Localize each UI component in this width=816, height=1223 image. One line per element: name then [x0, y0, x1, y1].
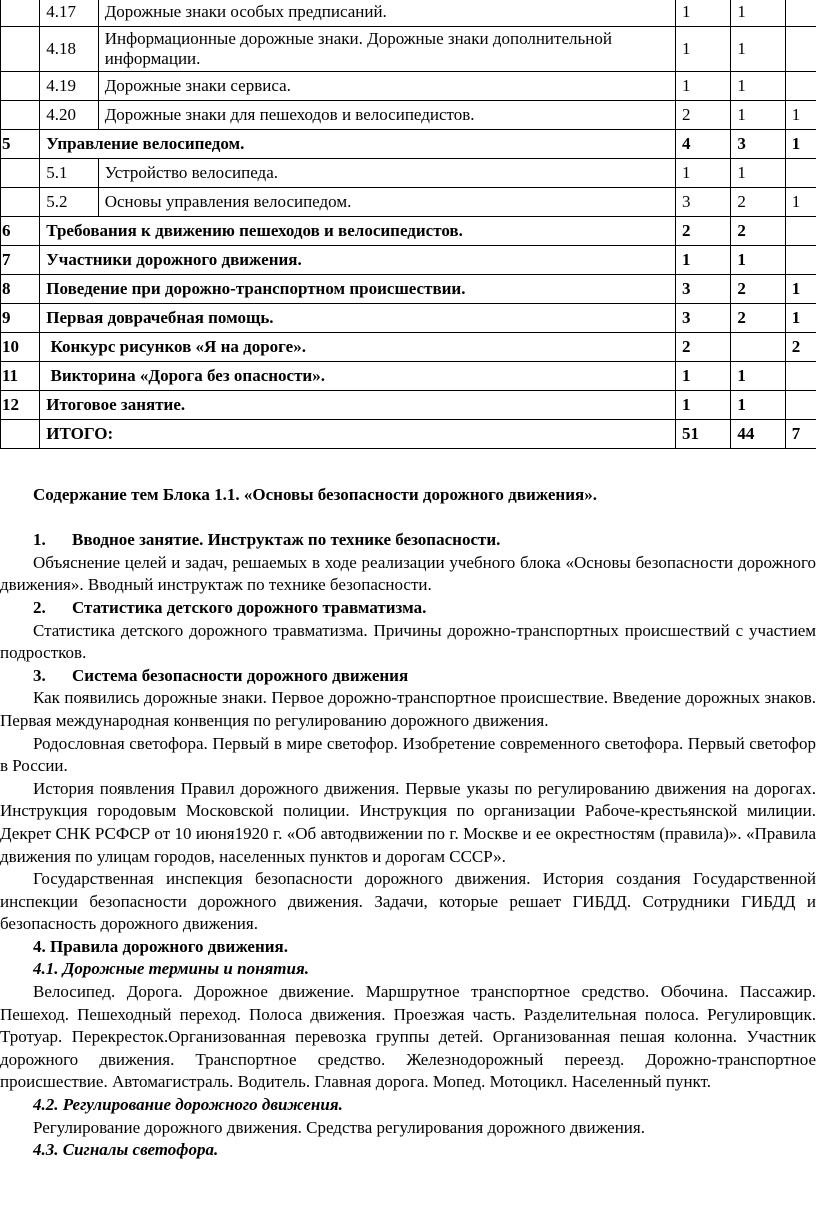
section-number-cell: 10 [1, 333, 40, 362]
paragraph: Как появились дорожные знаки. Первое дорожно-транспортное происшествие. Введение дорожных знаков. Первая международная конвенция по регулированию дорожного движения. [0, 688, 816, 730]
subsection-number-cell: 4.17 [40, 0, 98, 27]
section-heading-1 [0, 529, 816, 552]
theory-hours-cell: 1 [731, 27, 785, 72]
theory-hours-cell: 1 [731, 101, 785, 130]
section-title: Вводное занятие. Инструктаж по технике безопасности. [72, 530, 501, 550]
total-hours-cell: 4 [675, 130, 730, 159]
topic-title-cell: Требования к движению пешеходов и велосипедистов. [40, 217, 676, 246]
total-hours-cell: 1 [675, 391, 730, 420]
paragraph: История появления Правил дорожного движения. Первые указы по регулированию движения на дорогах. Инструкция городовым Московской полиции. Инструкция по организации Рабоче-крестьянской милиции. Декрет СНК РСФСР от 10 июня1920 г. «Об автодвижении по г. Москве и ее окрестностям (правила)». «Правила движения по улицам городов, населенных пунктов и дорогам СССР». [0, 778, 816, 866]
section-heading-3 [0, 665, 816, 688]
topic-title-cell: Дорожные знаки для пешеходов и велосипедистов. [98, 101, 675, 130]
subsection-number-cell: 4.19 [40, 72, 98, 101]
total-hours-cell: 1 [675, 72, 730, 101]
practice-hours-cell [785, 246, 816, 275]
total-hours-cell: 1 [675, 27, 730, 72]
table-row [1, 362, 816, 391]
subsection-number-cell: 5.1 [40, 159, 98, 188]
total-hours-cell: 1 [675, 159, 730, 188]
table-row [1, 101, 816, 130]
total-hours-cell: 3 [675, 275, 730, 304]
total-hours-cell: 1 [675, 362, 730, 391]
practice-hours-cell: 1 [785, 304, 816, 333]
total-hours-cell: 2 [675, 217, 730, 246]
total-hours-cell: 2 [675, 101, 730, 130]
theory-hours-cell: 44 [731, 420, 785, 449]
total-hours-cell: 3 [675, 304, 730, 333]
table-row [1, 188, 816, 217]
section-number-cell: 9 [1, 304, 40, 333]
theory-hours-cell: 2 [731, 188, 785, 217]
paragraph: Статистика детского дорожного травматизма. Причины дорожно-транспортных происшествий с участием подростков. [0, 620, 816, 663]
practice-hours-cell: 1 [785, 188, 816, 217]
spacer [0, 507, 816, 530]
table-row [1, 275, 816, 304]
topic-title-cell: Викторина «Дорога без опасности». [40, 362, 676, 391]
total-hours-cell: 1 [675, 0, 730, 27]
practice-hours-cell: 1 [785, 101, 816, 130]
section-title: Статистика детского дорожного травматизма. [72, 597, 427, 617]
theory-hours-cell: 1 [731, 362, 785, 391]
total-hours-cell: 1 [675, 246, 730, 275]
practice-hours-cell: 2 [785, 333, 816, 362]
practice-hours-cell [785, 391, 816, 420]
theory-hours-cell: 2 [731, 217, 785, 246]
section-number-cell [1, 27, 40, 72]
section-number: 2. [33, 597, 46, 617]
theory-hours-cell: 1 [731, 246, 785, 275]
total-row [1, 420, 816, 449]
section-number-cell: 11 [1, 362, 40, 391]
total-hours-cell: 3 [675, 188, 730, 217]
practice-hours-cell: 1 [785, 130, 816, 159]
topics-content [0, 484, 816, 1162]
subsection-heading: 4.3. Сигналы светофора. [33, 1140, 219, 1160]
section-title: Система безопасности дорожного движения [72, 665, 409, 685]
practice-hours-cell [785, 159, 816, 188]
practice-hours-cell: 7 [785, 420, 816, 449]
section-number: 3. [33, 665, 46, 685]
table-row [1, 0, 816, 27]
practice-hours-cell: 1 [785, 275, 816, 304]
section-number-cell [1, 72, 40, 101]
table-row [1, 217, 816, 246]
section-number-cell [1, 0, 40, 27]
section-number-cell [1, 420, 40, 449]
section-number-cell [1, 188, 40, 217]
section-number-cell: 5 [1, 130, 40, 159]
table-row [1, 333, 816, 362]
theory-hours-cell: 3 [731, 130, 785, 159]
section-number-cell: 6 [1, 217, 40, 246]
topic-title-cell: Устройство велосипеда. [98, 159, 675, 188]
subsection-number-cell: 4.18 [40, 27, 98, 72]
theory-hours-cell: 2 [731, 304, 785, 333]
subsection-heading: 4.1. Дорожные термины и понятия. [33, 959, 309, 979]
content-heading: Содержание тем Блока 1.1. «Основы безопасности дорожного движения». [33, 485, 597, 504]
topic-title-cell: Основы управления велосипедом. [98, 188, 675, 217]
theory-hours-cell: 1 [731, 72, 785, 101]
topic-title-cell: Дорожные знаки особых предписаний. [98, 0, 675, 27]
subsection-heading: 4.2. Регулирование дорожного движения. [33, 1095, 343, 1115]
table-row [1, 72, 816, 101]
theory-hours-cell: 1 [731, 391, 785, 420]
table-row [1, 391, 816, 420]
section-number-cell [1, 101, 40, 130]
topic-title-cell: Поведение при дорожно-транспортном происшествии. [40, 275, 676, 304]
practice-hours-cell [785, 0, 816, 27]
practice-hours-cell [785, 72, 816, 101]
curriculum-table [0, 0, 816, 449]
paragraph: Родословная светофора. Первый в мире светофор. Изобретение современного светофора. Первый светофор в России. [0, 733, 816, 776]
topic-title-cell: Конкурс рисунков «Я на дороге». [40, 333, 676, 362]
section-heading-4: 4. Правила дорожного движения. [33, 936, 288, 956]
table-row [1, 246, 816, 275]
theory-hours-cell: 1 [731, 0, 785, 27]
theory-hours-cell: 1 [731, 159, 785, 188]
practice-hours-cell [785, 217, 816, 246]
section-number: 1. [33, 530, 46, 550]
table-row [1, 27, 816, 72]
section-number: 4 [33, 936, 42, 956]
section-number-cell [1, 159, 40, 188]
practice-hours-cell [785, 362, 816, 391]
theory-hours-cell: 2 [731, 275, 785, 304]
section-number-cell: 8 [1, 275, 40, 304]
section-number-cell: 7 [1, 246, 40, 275]
section-heading-2 [0, 597, 816, 620]
subsection-number-cell: 4.20 [40, 101, 98, 130]
topic-title-cell: Участники дорожного движения. [40, 246, 676, 275]
curriculum-table-body [1, 0, 816, 449]
theory-hours-cell [731, 333, 785, 362]
paragraph: Регулирование дорожного движения. Средства регулирования дорожного движения. [33, 1117, 645, 1137]
section-number-cell: 12 [1, 391, 40, 420]
paragraph: Государственная инспекция безопасности дорожного движения. История создания Государственной инспекции безопасности дорожного движения. Задачи, которые решает ГИБДД. Сотрудники ГИБДД и безопасность дорожного движения. [0, 869, 816, 934]
table-row [1, 304, 816, 333]
topic-title-cell: Информационные дорожные знаки. Дорожные знаки дополнительной информации. [98, 27, 675, 72]
paragraph: Объяснение целей и задач, решаемых в ходе реализации учебного блока «Основы безопасности дорожного движения». Вводный инструктаж по технике безопасности. [0, 552, 816, 595]
total-hours-cell: 51 [675, 420, 730, 449]
topic-title-cell: Дорожные знаки сервиса. [98, 72, 675, 101]
paragraph: Велосипед. Дорога. Дорожное движение. Маршрутное транспортное средство. Обочина. Пассажир. Пешеход. Пешеходный переход. Полоса движения. Проезжая часть. Разделительная полоса. Регулировщик. Тротуар. Перекресток.Организованная перевозка группы детей. Организованная пешая колонна. Участник дорожного движения. Транспортное средство. Железнодорожный переезд. Дорожно-транспортное происшествие. Автомагистраль. Водитель. Главная дорога. Мопед. Мотоцикл. Населенный пункт. [0, 982, 816, 1092]
table-row [1, 159, 816, 188]
topic-title-cell: Первая доврачебная помощь. [40, 304, 676, 333]
table-row [1, 130, 816, 159]
section-title: Правила дорожного движения. [50, 936, 288, 956]
topic-title-cell: Управление велосипедом. [40, 130, 676, 159]
topic-title-cell: Итоговое занятие. [40, 391, 676, 420]
total-hours-cell: 2 [675, 333, 730, 362]
subsection-number-cell: 5.2 [40, 188, 98, 217]
topic-title-cell: ИТОГО: [40, 420, 676, 449]
practice-hours-cell [785, 27, 816, 72]
